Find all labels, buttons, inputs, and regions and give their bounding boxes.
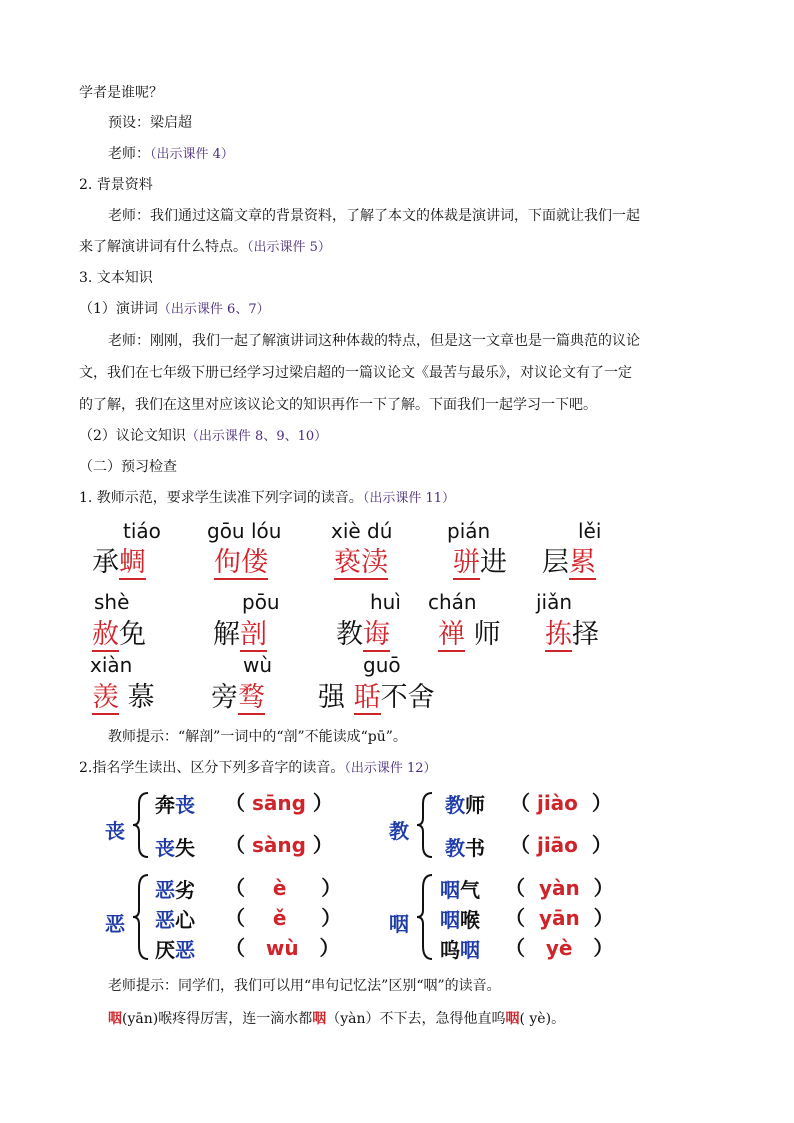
brace-icon bbox=[415, 872, 435, 962]
brace-icon bbox=[415, 790, 435, 860]
polyphone-word: 恶心 bbox=[155, 908, 195, 932]
polyphone-word: 呜咽 bbox=[440, 938, 480, 962]
subheading-argument bbox=[79, 427, 327, 446]
vocab-word: 亵渎 bbox=[334, 547, 388, 578]
brace-icon bbox=[131, 790, 151, 860]
intro-label: 老师： bbox=[108, 146, 150, 162]
pinyin: pōu bbox=[242, 590, 280, 614]
pinyin: guō bbox=[363, 653, 401, 677]
pinyin: wù bbox=[243, 653, 273, 677]
polyphone-word: 咽喉 bbox=[440, 908, 480, 932]
vocab-word: 强 聒不舍 bbox=[318, 682, 435, 713]
polyphone-word: 恶劣 bbox=[155, 878, 195, 902]
pinyin: chán bbox=[428, 590, 477, 614]
vocab-word: 骈进 bbox=[453, 547, 507, 578]
pinyin-answer: （ yàn ） bbox=[505, 876, 614, 900]
pinyin-answer: （ è ） bbox=[225, 876, 342, 900]
pinyin: tiáo bbox=[123, 519, 161, 543]
pinyin-answer: （ ě ） bbox=[225, 906, 342, 930]
vocab-word: 解剖 bbox=[213, 619, 267, 650]
pinyin: xiàn bbox=[90, 653, 133, 677]
paragraph-line: 老师：我们通过这篇文章的背景资料，了解了本文的体裁是演讲词，下面就让我们一起 bbox=[108, 208, 640, 224]
courseware-note: （出示课件 11） bbox=[362, 491, 455, 506]
polyphone-word: 厌恶 bbox=[155, 938, 195, 962]
polyphone-word: 咽气 bbox=[440, 878, 480, 902]
polyphone-char: 恶 bbox=[105, 912, 125, 936]
section-heading-preview: （二）预习检查 bbox=[79, 459, 177, 475]
subheading-speech bbox=[79, 300, 270, 319]
paragraph-line bbox=[79, 238, 331, 257]
brace-icon bbox=[131, 872, 151, 962]
polyphone-char: 教 bbox=[389, 819, 409, 843]
pinyin-answer: （ jiào ） bbox=[510, 791, 612, 815]
pinyin: shè bbox=[94, 590, 130, 614]
teacher-tip: 老师提示：同学们，我们可以用“串句记忆法”区别“咽”的读音。 bbox=[108, 978, 501, 994]
pinyin-answer: （ yān ） bbox=[505, 906, 614, 930]
vocab-word: 教诲 bbox=[336, 619, 390, 650]
polyphone-word: 教师 bbox=[445, 793, 485, 817]
vocab-word: 赦免 bbox=[92, 619, 146, 650]
question-1 bbox=[79, 489, 455, 508]
polyphone-char: 丧 bbox=[105, 819, 125, 843]
teacher-tip: 教师提示：“解剖”一词中的“剖”不能读成“pū”。 bbox=[108, 729, 407, 745]
courseware-note: （出示课件 4） bbox=[150, 147, 234, 162]
vocab-word: 层累 bbox=[542, 547, 596, 578]
intro-line-1: 学者是谁呢？ bbox=[79, 85, 163, 101]
vocab-word: 佝偻 bbox=[214, 547, 268, 578]
courseware-note: （出示课件 6、7） bbox=[157, 302, 270, 317]
vocab-word: 羡 慕 bbox=[92, 682, 155, 713]
mnemonic-sentence: 咽(yān)喉疼得厉害，连一滴水都咽（yàn）不下去，急得他直呜咽( yè)。 bbox=[108, 1011, 566, 1027]
polyphone-char: 咽 bbox=[389, 912, 409, 936]
vocab-word: 禅 师 bbox=[438, 619, 501, 650]
polyphone-word: 奔丧 bbox=[155, 793, 195, 817]
vocab-word: 拣择 bbox=[545, 619, 599, 650]
paragraph-line: 老师：刚刚，我们一起了解演讲词这种体裁的特点，但是这一文章也是一篇典范的议论 bbox=[108, 333, 640, 349]
pinyin-answer: （ yè ） bbox=[505, 936, 614, 960]
pinyin: huì bbox=[370, 590, 401, 614]
paragraph-text: 来了解演讲词有什么特点。 bbox=[79, 239, 247, 255]
section-heading-background: 2. 背景资料 bbox=[79, 177, 153, 193]
paragraph-line: 文，我们在七年级下册已经学习过梁启超的一篇议论文《最苦与最乐》，对议论文有了一定 bbox=[79, 365, 632, 381]
courseware-note: （出示课件 12） bbox=[344, 761, 437, 776]
subheading-text: （2）议论文知识 bbox=[79, 428, 186, 444]
pinyin-answer: （ sāng ） bbox=[225, 791, 333, 815]
pinyin: pián bbox=[447, 519, 491, 543]
pinyin: lěi bbox=[578, 519, 602, 543]
subheading-text: （1）演讲词 bbox=[79, 301, 158, 317]
question-text: 1. 教师示范，要求学生读准下列字词的读音。 bbox=[79, 490, 363, 506]
pinyin-answer: （ wù ） bbox=[225, 936, 340, 960]
pinyin: jiǎn bbox=[536, 590, 573, 614]
question-text: 2.指名学生读出、区分下列多音字的读音。 bbox=[79, 760, 345, 776]
pinyin: gōu lóu bbox=[207, 519, 282, 543]
pinyin-answer: （ jiāo ） bbox=[510, 833, 612, 857]
intro-line-3 bbox=[108, 145, 234, 164]
polyphone-word: 教书 bbox=[445, 836, 485, 860]
pinyin-answer: （ sàng ） bbox=[225, 833, 333, 857]
vocab-word: 旁骛 bbox=[211, 682, 265, 713]
pinyin: xiè dú bbox=[331, 519, 393, 543]
vocab-word: 承蜩 bbox=[92, 547, 146, 578]
section-heading-text-knowledge: 3. 文本知识 bbox=[79, 270, 153, 286]
intro-line-2: 预设：梁启超 bbox=[108, 115, 192, 131]
courseware-note: （出示课件 5） bbox=[247, 240, 331, 255]
paragraph-line: 的了解，我们在这里对应该议论文的知识再作一下了解。下面我们一起学习一下吧。 bbox=[79, 397, 597, 413]
courseware-note: （出示课件 8、9、10） bbox=[185, 429, 328, 444]
question-2 bbox=[79, 759, 437, 778]
polyphone-word: 丧失 bbox=[155, 836, 195, 860]
